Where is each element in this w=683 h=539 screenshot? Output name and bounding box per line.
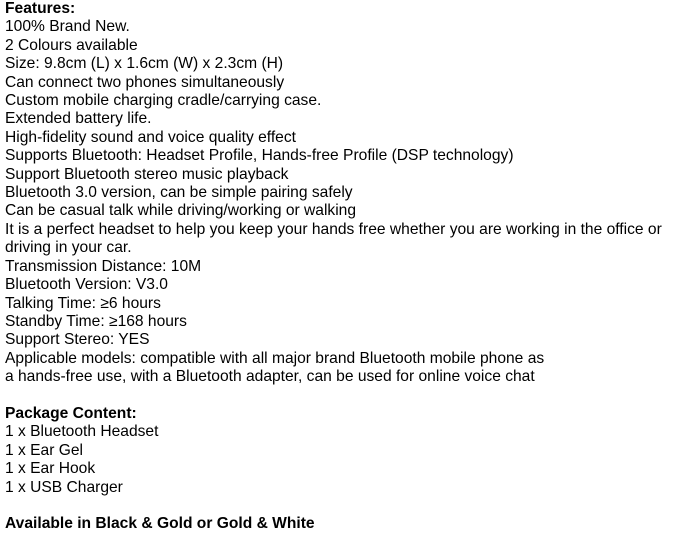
feature-line: Extended battery life. [5,110,152,128]
section-spacer [5,497,681,515]
feature-line: High-fidelity sound and voice quality effect [5,128,296,146]
package-item: 1 x Bluetooth Headset [5,423,159,441]
availability-note: Available in Black & Gold or Gold & White [5,515,315,533]
feature-line: Talking Time: ≥6 hours [5,294,161,312]
product-description [5,0,681,534]
feature-line: It is a perfect headset to help you keep your hands free whether you are working in the office or driving in your car. [5,220,662,257]
feature-line: Applicable models: compatible with all major brand Bluetooth mobile phone as [5,349,545,367]
feature-line: Can be casual talk while driving/working or walking [5,202,357,220]
package-item: 1 x Ear Gel [5,441,83,459]
feature-line: Can connect two phones simultaneously [5,73,285,91]
feature-line: Custom mobile charging cradle/carrying case. [5,92,322,110]
feature-line: Bluetooth Version: V3.0 [5,276,168,294]
features-heading: Features: [5,0,76,17]
feature-line: Bluetooth 3.0 version, can be simple pairing safely [5,184,353,202]
feature-line: Size: 9.8cm (L) x 1.6cm (W) x 2.3cm (H) [5,55,284,73]
feature-line: Standby Time: ≥168 hours [5,312,187,330]
package-list [5,423,681,497]
feature-line: Supports Bluetooth: Headset Profile, Hands-free Profile (DSP technology) [5,147,514,165]
feature-line: Support Stereo: YES [5,331,150,349]
feature-line: Support Bluetooth stereo music playback [5,165,289,183]
feature-line: Transmission Distance: 10M [5,257,202,275]
feature-line: 100% Brand New. [5,18,130,36]
package-item: 1 x USB Charger [5,478,123,496]
package-heading: Package Content: [5,404,137,422]
feature-line: a hands-free use, with a Bluetooth adapter, can be used for online voice chat [5,368,535,386]
features-list [5,18,681,386]
section-spacer [5,387,681,405]
feature-line: 2 Colours available [5,36,138,54]
package-item: 1 x Ear Hook [5,460,96,478]
